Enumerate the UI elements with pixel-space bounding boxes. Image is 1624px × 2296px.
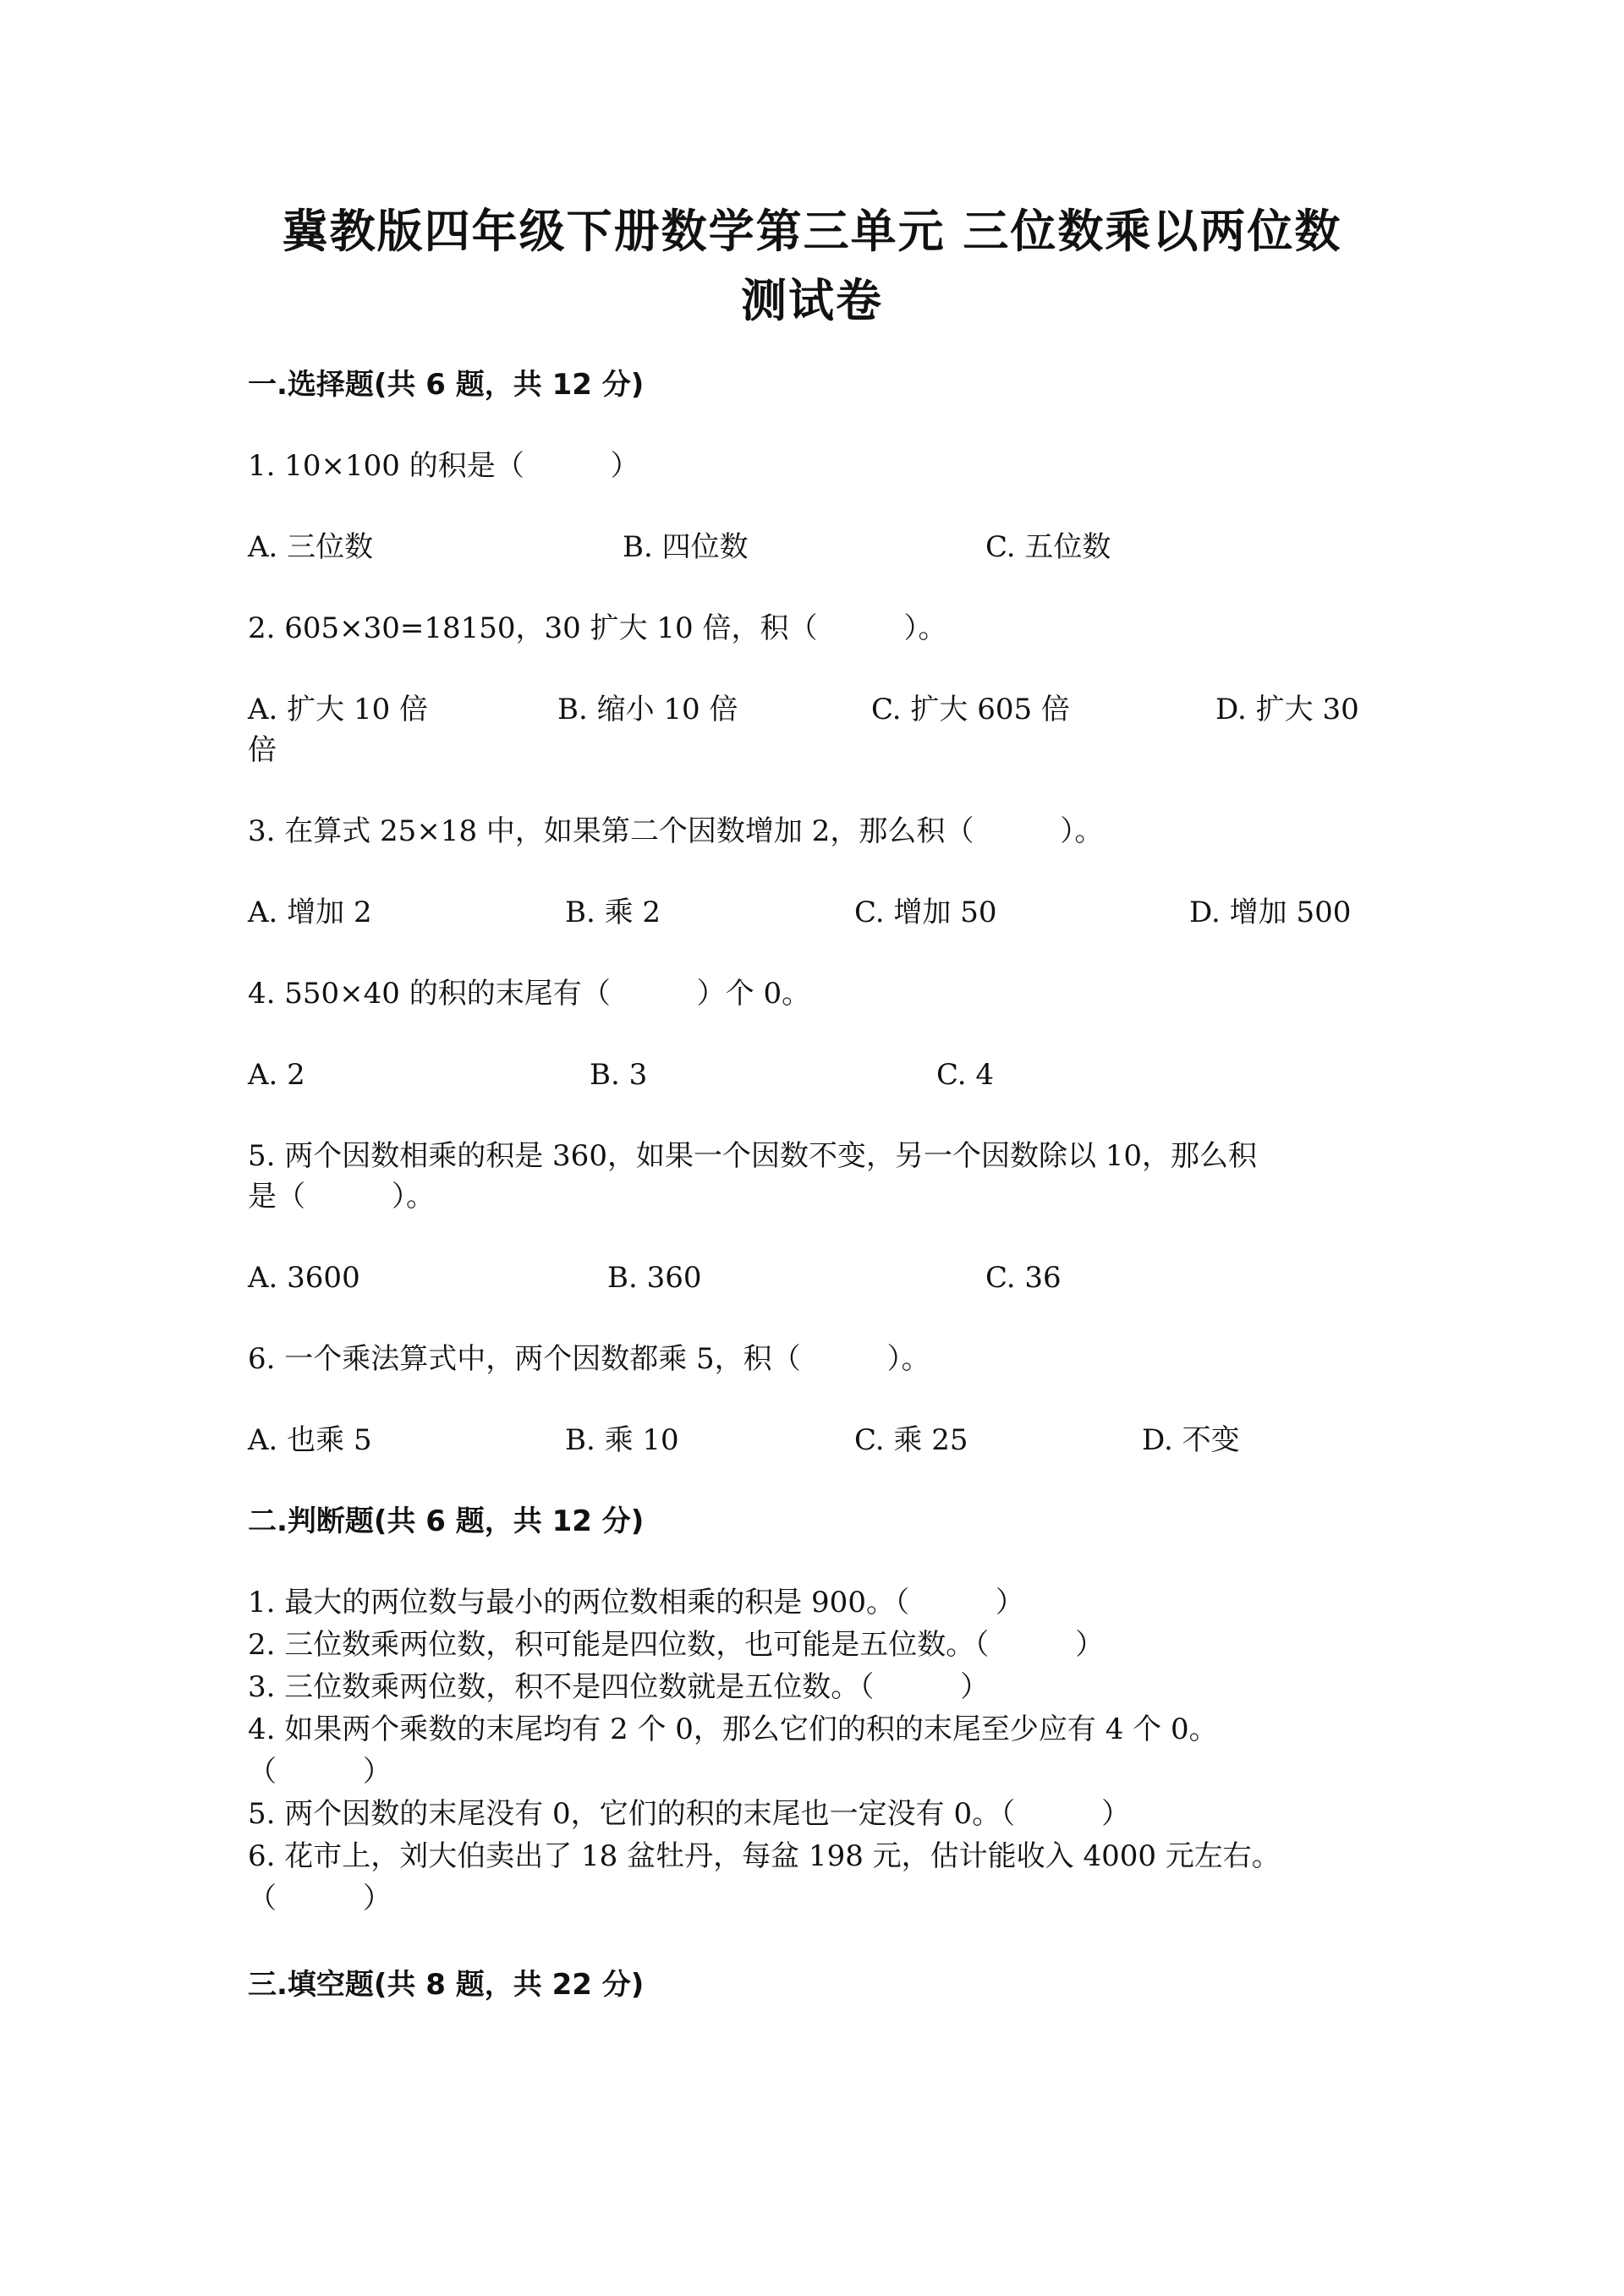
option-d: D. 增加 500 (1189, 896, 1352, 929)
option-c: C. 增加 50 (854, 896, 997, 929)
option-b: B. 乘 10 (565, 1423, 679, 1457)
option-b: B. 缩小 10 倍 (557, 693, 738, 726)
option-a: A. 扩大 10 倍 (248, 693, 429, 726)
judge-item: 5. 两个因数的末尾没有 0，它们的积的末尾也一定没有 0。（ ） (248, 1797, 1131, 1831)
option-a: A. 三位数 (248, 530, 374, 564)
section-heading-fill: 三.填空题(共 8 题，共 22 分) (248, 1968, 645, 2002)
question-stem: 3. 在算式 25×18 中，如果第二个因数增加 2，那么积（ ）。 (248, 814, 1104, 848)
judge-item: 3. 三位数乘两位数，积不是四位数就是五位数。（ ） (248, 1670, 990, 1704)
judge-item-wrap: （ ） (248, 1882, 392, 1915)
question-stem: 5. 两个因数相乘的积是 360，如果一个因数不变，另一个因数除以 10，那么积 (248, 1139, 1258, 1173)
option-a: A. 也乘 5 (248, 1423, 372, 1457)
section-heading-choice: 一.选择题(共 6 题，共 12 分) (248, 368, 645, 402)
option-b: B. 四位数 (623, 530, 749, 564)
document-title (245, 197, 1379, 336)
option-a: A. 3600 (248, 1261, 360, 1295)
judge-item: 4. 如果两个乘数的末尾均有 2 个 0，那么它们的积的末尾至少应有 4 个 0。 (248, 1712, 1218, 1746)
judge-item: 6. 花市上，刘大伯卖出了 18 盆牡丹，每盆 198 元，估计能收入 4000 元左右。 (248, 1839, 1281, 1873)
question-stem: 2. 605×30=18150，30 扩大 10 倍，积（ ）。 (248, 611, 947, 645)
title-line-1: 冀教版四年级下册数学第三单元 三位数乘以两位数 (282, 205, 1342, 258)
option-a: A. 增加 2 (248, 896, 372, 929)
title-line-2: 测试卷 (741, 274, 883, 327)
question-stem: 6. 一个乘法算式中，两个因数都乘 5，积（ ）。 (248, 1342, 930, 1376)
option-c: C. 乘 25 (854, 1423, 968, 1457)
option-d: D. 不变 (1142, 1423, 1240, 1457)
option-c: C. 扩大 605 倍 (871, 693, 1070, 726)
judge-item: 2. 三位数乘两位数，积可能是四位数，也可能是五位数。（ ） (248, 1628, 1105, 1662)
option-a: A. 2 (248, 1058, 305, 1092)
option-c: C. 4 (936, 1058, 995, 1092)
judge-item: 1. 最大的两位数与最小的两位数相乘的积是 900。（ ） (248, 1586, 1024, 1619)
option-d: D. 扩大 30 (1215, 693, 1359, 726)
judge-item-wrap: （ ） (248, 1755, 392, 1789)
option-c: C. 五位数 (985, 530, 1111, 564)
option-b: B. 乘 2 (565, 896, 661, 929)
question-stem: 4. 550×40 的积的末尾有（ ）个 0。 (248, 977, 811, 1011)
question-stem-wrap: 是（ ）。 (248, 1180, 435, 1214)
option-c: C. 36 (985, 1261, 1062, 1295)
section-heading-judge: 二.判断题(共 6 题，共 12 分) (248, 1504, 645, 1538)
option-d-wrap: 倍 (248, 733, 277, 767)
option-b: B. 360 (607, 1261, 702, 1295)
option-b: B. 3 (590, 1058, 648, 1092)
question-stem: 1. 10×100 的积是（ ） (248, 449, 639, 483)
